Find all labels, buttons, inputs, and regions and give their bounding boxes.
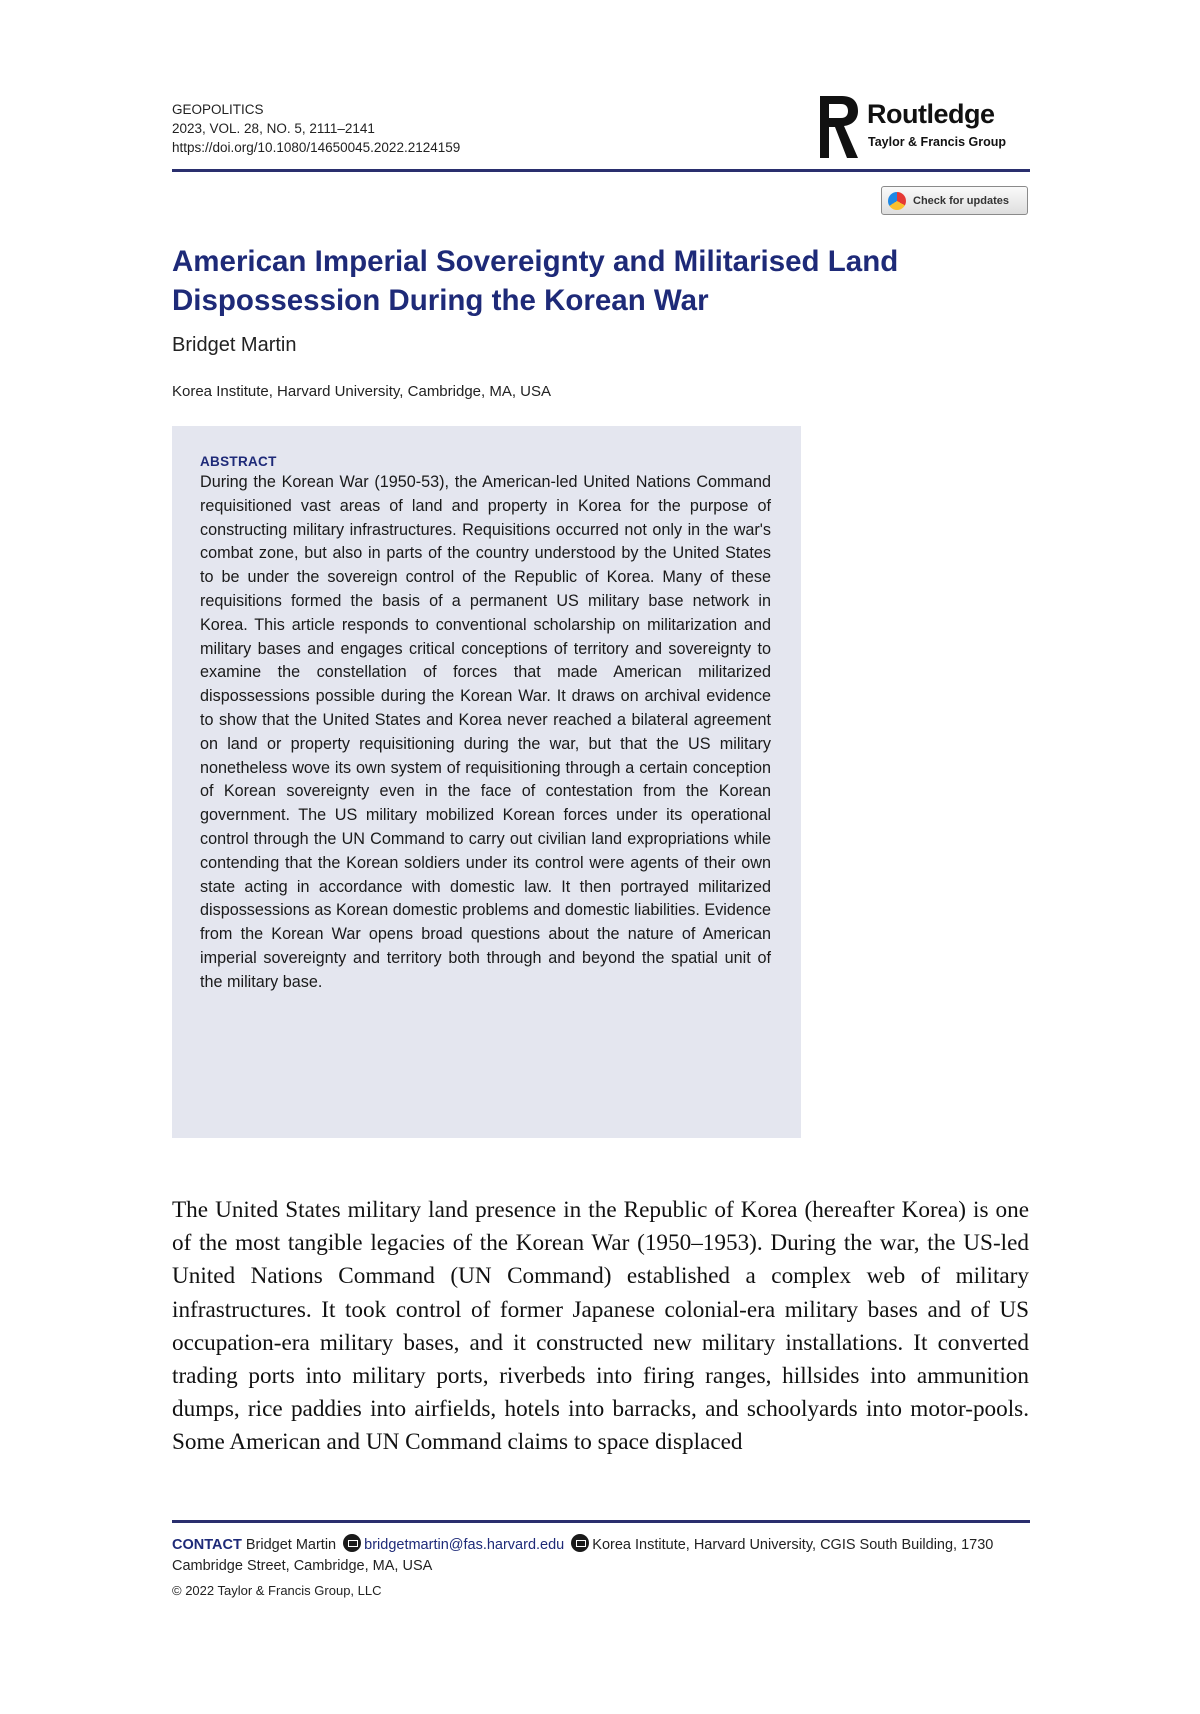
author-affiliation: Korea Institute, Harvard University, Cambridge, MA, USA [172,383,552,400]
publisher-logo [820,96,1030,156]
contact-label: CONTACT [172,1537,242,1553]
address-icon [571,1534,589,1552]
journal-meta [172,100,460,157]
copyright-notice: © 2022 Taylor & Francis Group, LLC [172,1583,382,1598]
routledge-r-logo-icon [820,96,860,158]
header-divider [172,169,1030,172]
abstract-text: During the Korean War (1950-53), the American-led United Nations Command requisitioned vast areas of land and property in Korea for the purpose of constructing military infrastructures. Requisitions occurred not only in the war's combat zone, but also in parts of the country understood by the United States to be under the sovereign control of the Republic of Korea. Many of these requisitions formed the basis of a permanent US military base network in Korea. This article responds to conventional scholarship on militarization and military bases and engages critical conceptions of territory and sovereignty to examine the constellation of forces that made American militarized dispossessions possible during the Korean War. It draws on archival evidence to show that the United States and Korea never reached a bilateral agreement on land or property requisitioning during the war, but that the US military nonetheless wove its own system of requisitioning through a certain conception of Korean sovereignty even in the face of contestation from the Korean government. The US military mobilized Korean forces under its operational control through the UN Command to carry out civilian land expropriations while contending that the Korean soldiers under its control were agents of their own state acting in accordance with domestic law. It then portrayed militarized dispossessions as Korean domestic problems and domestic liabilities. Evidence from the Korean War opens broad questions about the nature of American imperial sovereignty and territory both through and beyond the spatial unit of the military base. [200,473,771,991]
contact-name: Bridget Martin [245,1537,337,1553]
contact-info [172,1534,1032,1577]
email-icon [343,1534,361,1552]
journal-volume: 2023, VOL. 28, NO. 5, 2111–2141 [172,121,375,136]
author-name: Bridget Martin [172,334,297,356]
footer-divider [172,1520,1030,1523]
abstract-box [172,426,801,1138]
article-title: American Imperial Sovereignty and Militarised Land Dispossession During the Korean War [172,245,899,317]
abstract-heading: ABSTRACT [200,454,277,469]
publisher-group: Taylor & Francis Group [868,135,1006,149]
publisher-name: Routledge [867,99,995,129]
journal-name: GEOPOLITICS [172,102,264,117]
contact-email-link[interactable]: bridgetmartin@fas.harvard.edu [364,1537,565,1553]
check-for-updates-label: Check for updates [913,194,1009,207]
check-for-updates-button[interactable] [881,186,1028,215]
contact-address: Korea Institute, Harvard University, CGIS South Building, 1730 Cambridge Street, Cambridge, MA, USA [172,1537,994,1574]
doi-link[interactable]: https://doi.org/10.1080/14650045.2022.2124159 [172,140,461,155]
crossmark-icon [888,192,906,210]
body-paragraph: The United States military land presence in the Republic of Korea (hereafter Korea) is one of the most tangible legacies of the Korean War (1950–1953). During the war, the US-led United Nations Command (UN Command) established a complex web of military infrastructures. It took control of former Japanese colonial-era military bases and of US occupation-era military bases, and it constructed new military installations. It converted trading ports into military ports, riverbeds into firing ranges, hillsides into ammunition dumps, rice paddies into airfields, hotels into barracks, and schoolyards into motor-pools. Some American and UN Command claims to space displaced [172,1197,1029,1456]
